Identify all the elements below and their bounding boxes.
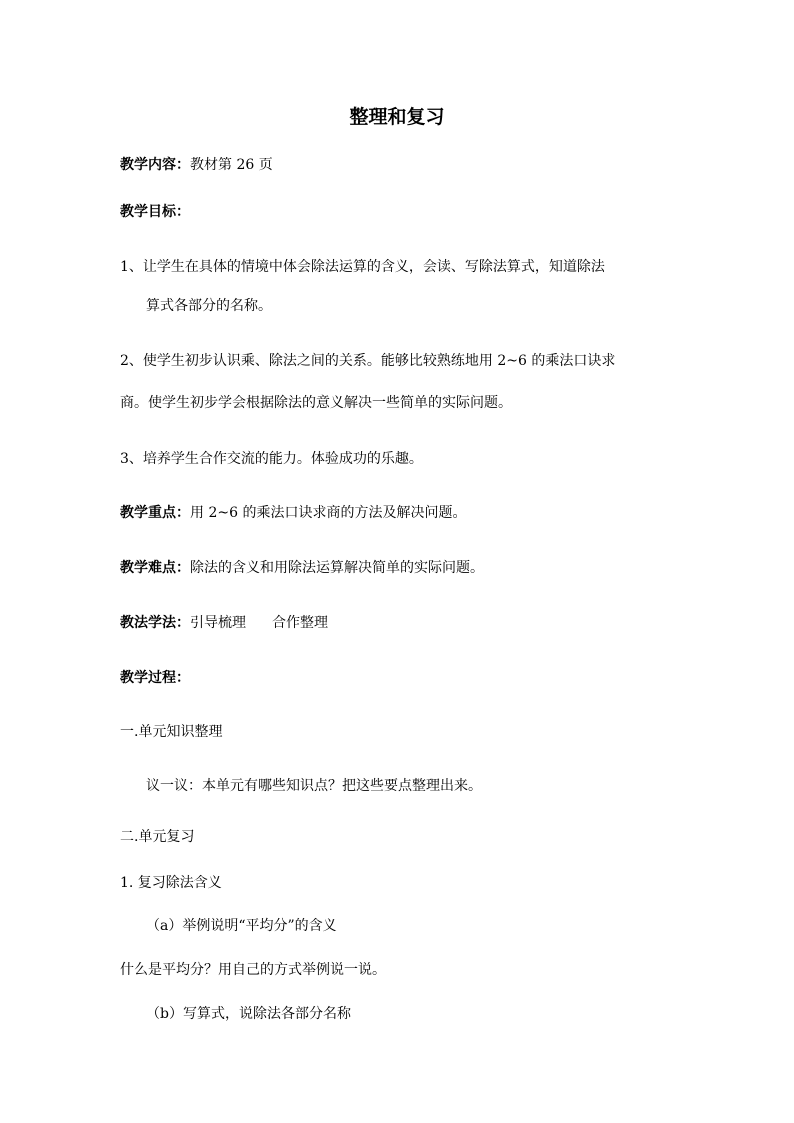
process-label: 教学过程： [120,670,190,686]
methods-label: 教法学法： [120,615,190,631]
goal-2-line-1: 2、使学生初步认识乘、除法之间的关系。能够比较熟练地用 2~6 的乘法口诀求 [120,353,616,369]
section-1-text: 议一议：本单元有哪些知识点？把这些要点整理出来。 [146,778,482,794]
methods-line [120,613,680,633]
difficulty-line [120,558,680,578]
section-1-heading: 一.单元知识整理 [120,724,223,740]
section-2-heading: 二.单元复习 [120,829,195,845]
goal-2-line-2: 商。使学生初步学会根据除法的意义解决一些简单的实际问题。 [120,395,512,411]
difficulty-label: 教学难点： [120,560,190,576]
goal-1-line-1: 1、让学生在具体的情境中体会除法运算的含义，会读、写除法算式，知道除法 [120,259,605,275]
section-2-sub-1: 1. 复习除法含义 [120,875,222,891]
item-b-heading: （b）写算式，说除法各部分名称 [146,1006,351,1022]
goal-3-line-1: 3、培养学生合作交流的能力。体验成功的乐趣。 [120,451,423,467]
content-line [120,155,680,175]
goal-1-line-2: 算式各部分的名称。 [146,298,272,314]
key-point-line [120,503,680,523]
item-a-text: 什么是平均分？用自己的方式举例说一说。 [120,962,386,978]
key-point-label: 教学重点： [120,505,190,521]
content-text: 教材第 26 页 [190,157,273,173]
content-label: 教学内容： [120,157,190,173]
method-1: 引导梳理 [190,615,246,631]
method-2: 合作整理 [272,615,328,631]
goals-label: 教学目标： [120,204,190,220]
page-title: 整理和复习 [349,106,445,128]
item-a-heading: （a）举例说明“平均分”的含义 [146,918,337,934]
key-point-text: 用 2~6 的乘法口诀求商的方法及解决问题。 [190,505,467,521]
difficulty-text: 除法的含义和用除法运算解决简单的实际问题。 [190,560,484,576]
